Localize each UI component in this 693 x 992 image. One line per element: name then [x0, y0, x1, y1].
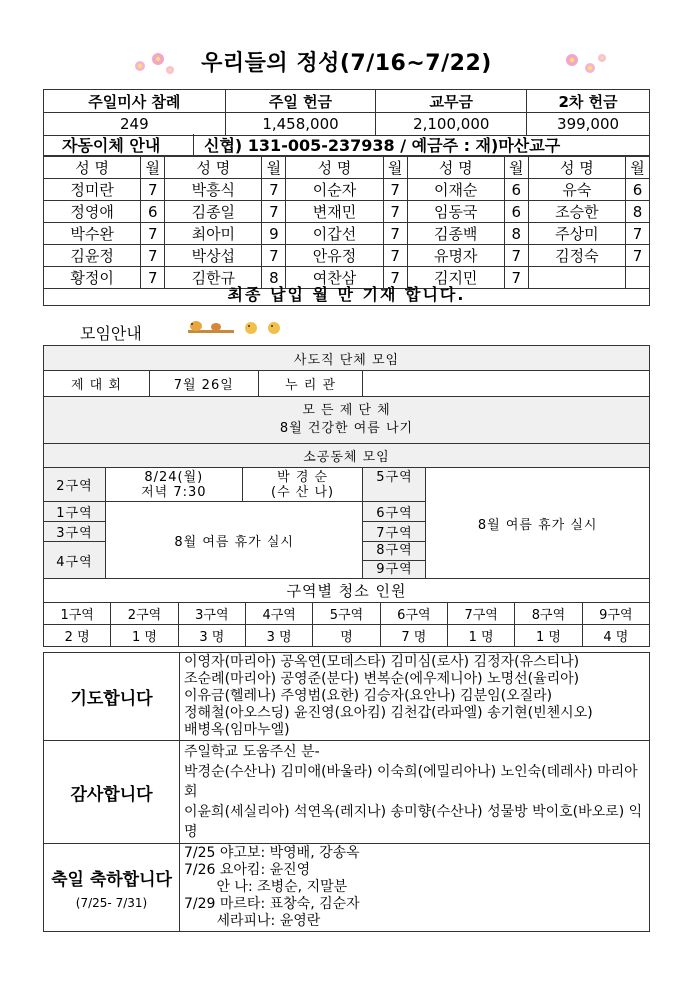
name-header: 성 명 — [407, 157, 504, 179]
birthday-period: (7/25- 7/31) — [75, 896, 148, 910]
district-label: 1구역 — [44, 502, 106, 522]
offering-header-row — [44, 90, 650, 113]
member-month: 8 — [262, 267, 286, 289]
thanks-line: 주일학교 도움주신 분- — [184, 744, 320, 760]
cleaning-district: 3구역 — [178, 603, 245, 625]
district-label: 5구역 — [363, 468, 426, 502]
member-name: 최아미 — [165, 223, 262, 245]
member-month: 7 — [626, 245, 650, 267]
offering-value: 1,458,000 — [225, 113, 376, 136]
birthday-line: 7/29 마르타: 표창숙, 김순자 — [184, 896, 360, 912]
cleaning-count: 1 명 — [515, 625, 582, 647]
cleaning-count: 1 명 — [447, 625, 514, 647]
thanks-line: 박경순(수산나) 김미애(바울라) 이숙희(에밀리아나) 노인숙(데레사) 마리아회 — [184, 764, 638, 800]
district2-host-name: 박 경 순 — [277, 469, 329, 485]
name-header: 성 명 — [165, 157, 262, 179]
member-month: 7 — [141, 223, 165, 245]
member-month: 7 — [141, 267, 165, 289]
member-name: 안유정 — [286, 245, 383, 267]
cleaning-district: 9구역 — [582, 603, 649, 625]
district-label: 7구역 — [363, 522, 426, 542]
member-month: 7 — [262, 201, 286, 223]
month-header: 월 — [383, 157, 407, 179]
member-name: 유명자 — [407, 245, 504, 267]
member-month: 6 — [504, 179, 528, 201]
cleaning-district: 2구역 — [111, 603, 178, 625]
small-community-title: 소공동체 모임 — [44, 444, 650, 468]
district2-host — [242, 468, 363, 502]
member-month: 7 — [262, 245, 286, 267]
district2-host-baptismal: (수 산 나) — [271, 484, 335, 500]
member-name: 박흥식 — [165, 179, 262, 201]
months-header-row — [44, 157, 650, 179]
member-month: 8 — [504, 223, 528, 245]
month-header: 월 — [504, 157, 528, 179]
meeting-blank — [363, 371, 650, 397]
member-month: 6 — [141, 201, 165, 223]
prayer-line: 이영자(마리아) 공옥연(모데스타) 김미심(로사) 김정자(유스티나) — [184, 654, 580, 670]
right-vacation-notice: 8월 여름 휴가 실시 — [426, 468, 650, 579]
member-name: 박수완 — [44, 223, 141, 245]
member-name: 김한규 — [165, 267, 262, 289]
member-name: 여찬삼 — [286, 267, 383, 289]
district2-time: 저녁 7:30 — [141, 484, 207, 500]
meeting-name: 제 대 회 — [44, 371, 150, 397]
member-name: 이재순 — [407, 179, 504, 201]
member-month: 7 — [383, 267, 407, 289]
member-month: 6 — [504, 201, 528, 223]
cleaning-district: 1구역 — [44, 603, 111, 625]
member-month: 7 — [383, 201, 407, 223]
offering-value: 249 — [44, 113, 226, 136]
autopay-account: 신협) 131-005-237938 / 예금주 : 재)마산교구 — [204, 136, 561, 155]
member-name: 조승한 — [528, 201, 625, 223]
months-row — [44, 223, 650, 245]
name-header: 성 명 — [44, 157, 141, 179]
cleaning-count-row — [44, 625, 650, 647]
cleaning-table — [43, 578, 650, 647]
months-body — [44, 179, 650, 289]
member-month: 7 — [383, 223, 407, 245]
district2-schedule — [105, 468, 242, 502]
offering-table — [43, 89, 650, 136]
birthday-label-text: 축일 축하합니다 — [51, 870, 172, 890]
cleaning-district: 7구역 — [447, 603, 514, 625]
offering-value: 2,100,000 — [376, 113, 527, 136]
prayer-line: 배병옥(임마누엘) — [184, 722, 290, 738]
birthday-list — [180, 844, 650, 932]
prayer-line: 조순례(마리아) 공영준(분다) 변복순(에우제니아) 노명선(율리아) — [184, 671, 580, 687]
autopay-info — [43, 134, 650, 156]
meeting-place: 누 리 관 — [258, 371, 363, 397]
offering-header: 교무금 — [376, 90, 527, 113]
meeting-date: 7월 26일 — [149, 371, 258, 397]
member-month: 8 — [626, 201, 650, 223]
offering-header: 2차 헌금 — [527, 90, 650, 113]
prayer-line: 정해철(아오스딩) 윤진영(요아킴) 김천갑(라파엘) 송기현(빈첸시오) — [184, 705, 593, 721]
cleaning-count: 2 명 — [44, 625, 111, 647]
member-name: 박상섭 — [165, 245, 262, 267]
meeting-table — [43, 345, 650, 579]
monthly-payment-table — [43, 156, 650, 289]
member-name: 주상미 — [528, 223, 625, 245]
birthday-line: 7/26 요아킴: 윤진영 — [184, 862, 311, 878]
offering-header: 주일 헌금 — [225, 90, 376, 113]
birthday-line: 안 나: 조병순, 지말분 — [184, 879, 348, 895]
thanks-label: 감사합니다 — [44, 741, 180, 844]
member-name: 정미란 — [44, 179, 141, 201]
months-row — [44, 201, 650, 223]
member-month: 7 — [141, 245, 165, 267]
birds-decoration — [186, 318, 286, 338]
cleaning-district: 6구역 — [380, 603, 447, 625]
cleaning-district: 4구역 — [245, 603, 312, 625]
cleaning-count: 명 — [313, 625, 380, 647]
district-label: 3구역 — [44, 522, 106, 542]
prayer-line: 이유금(헬레나) 주영범(요한) 김승자(요안나) 김분임(오질라) — [184, 688, 553, 704]
member-month: 7 — [262, 179, 286, 201]
offering-value: 399,000 — [527, 113, 650, 136]
member-name: 김정숙 — [528, 245, 625, 267]
cleaning-count: 7 명 — [380, 625, 447, 647]
offering-header: 주일미사 참례 — [44, 90, 226, 113]
member-month: 7 — [504, 267, 528, 289]
member-name: 변재민 — [286, 201, 383, 223]
cleaning-count: 3 명 — [178, 625, 245, 647]
notices-table — [43, 652, 650, 932]
district-label: 8구역 — [363, 542, 425, 561]
birthday-line: 7/25 야고보: 박영배, 강송옥 — [184, 845, 360, 861]
all-groups-line: 8월 건강한 여름 나기 — [279, 421, 414, 436]
months-row — [44, 245, 650, 267]
cleaning-district-row — [44, 603, 650, 625]
cleaning-count: 3 명 — [245, 625, 312, 647]
month-header: 월 — [626, 157, 650, 179]
final-payment-note: 최종 납입 월 만 기재 합니다. — [43, 284, 650, 306]
member-month: 9 — [262, 223, 286, 245]
birthday-line: 세라피나: 윤영란 — [184, 913, 321, 929]
page-title: 우리들의 정성(7/16~7/22) — [201, 51, 492, 76]
cleaning-count: 1 명 — [111, 625, 178, 647]
member-month: 7 — [626, 223, 650, 245]
member-month: 7 — [504, 245, 528, 267]
district2-date: 8/24(월) — [144, 469, 204, 485]
left-vacation-notice: 8월 여름 휴가 실시 — [105, 502, 363, 579]
member-name: 정영애 — [44, 201, 141, 223]
member-name: 이순자 — [286, 179, 383, 201]
member-month: 7 — [141, 179, 165, 201]
all-groups-line: 모 든 제 단 체 — [302, 403, 391, 418]
month-header: 월 — [141, 157, 165, 179]
all-groups-notice — [44, 397, 650, 444]
member-name: 김지민 — [407, 267, 504, 289]
autopay-label: 자동이체 안내 — [44, 134, 194, 155]
member-name: 김종백 — [407, 223, 504, 245]
bird-icon — [186, 318, 286, 338]
member-name: 유숙 — [528, 179, 625, 201]
months-row — [44, 179, 650, 201]
birthday-label — [44, 844, 180, 932]
apostolic-meeting-title: 사도직 단체 모임 — [44, 346, 650, 371]
cleaning-district: 8구역 — [515, 603, 582, 625]
district-label: 9구역 — [376, 562, 413, 577]
cleaning-count: 4 명 — [582, 625, 649, 647]
district-label: 6구역 — [363, 502, 426, 522]
member-month: 7 — [383, 245, 407, 267]
cleaning-title: 구역별 청소 인원 — [44, 579, 650, 603]
prayer-label: 기도합니다 — [44, 653, 180, 741]
prayer-list — [180, 653, 650, 741]
thanks-line: 이윤희(세실리아) 석연옥(레지나) 송미향(수산나) 성물방 박이호(바오로) 익명 — [184, 804, 643, 840]
member-name: 임동국 — [407, 201, 504, 223]
district-label: 2구역 — [44, 468, 106, 502]
member-month: 7 — [383, 179, 407, 201]
name-header: 성 명 — [286, 157, 383, 179]
thanks-list — [180, 741, 650, 844]
member-name: 김종일 — [165, 201, 262, 223]
meeting-heading: 모임안내 — [80, 324, 142, 343]
cleaning-district: 5구역 — [313, 603, 380, 625]
member-month: 6 — [626, 179, 650, 201]
district-stack — [363, 542, 426, 579]
member-name: 김윤정 — [44, 245, 141, 267]
month-header: 월 — [262, 157, 286, 179]
name-header: 성 명 — [528, 157, 625, 179]
district-label: 4구역 — [44, 542, 106, 579]
member-name: 황정이 — [44, 267, 141, 289]
member-name: 이갑선 — [286, 223, 383, 245]
